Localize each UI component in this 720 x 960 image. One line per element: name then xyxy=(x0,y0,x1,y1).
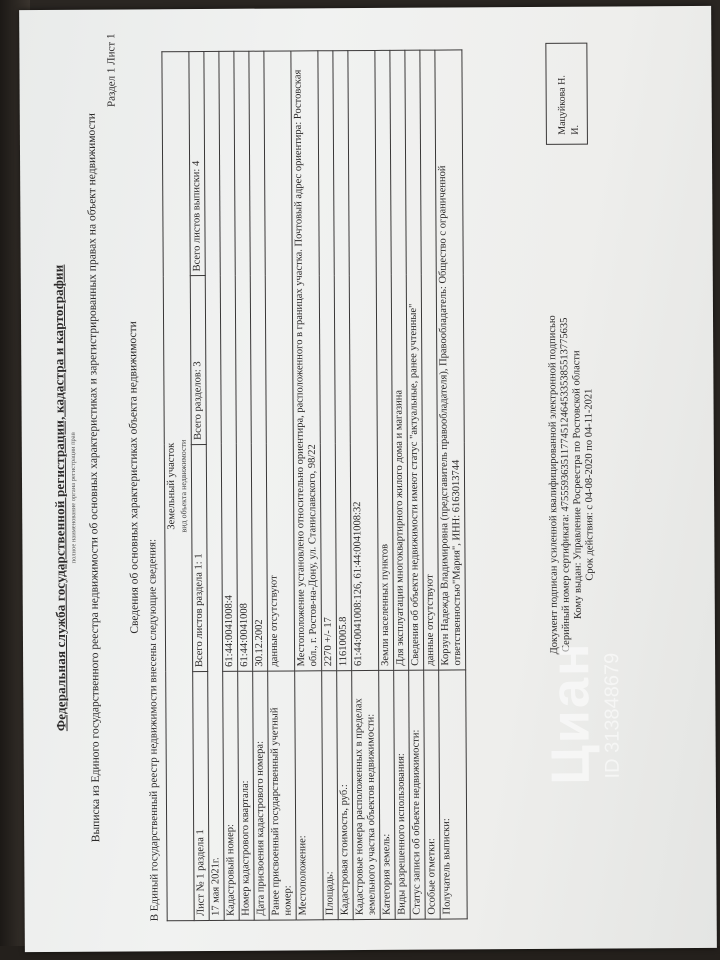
agency-name: Федеральная служба государственной регистрации, кадастра и картографии xyxy=(50,264,69,732)
sheets-in-section: Всего листов раздела 1: 1 xyxy=(191,444,207,671)
signature-line-1: Документ подписан усиленной квалифицированной электронной подписью xyxy=(547,315,561,655)
certificate-issued-to: Кому выдан: Управление Росреестра по Ростовской области xyxy=(571,350,584,620)
row-value: Для эксплуатации многоквартирного жилого дома и магазина xyxy=(390,50,409,670)
rotated-content xyxy=(45,24,690,928)
row-label: Дата присвоения кадастрового номера: xyxy=(253,671,270,920)
signer xyxy=(555,45,582,135)
certificate-validity: Срок действия: с 04-08-2020 по 04-11-2021 xyxy=(583,388,596,581)
document-title: Выписка из Единого государственного реестра недвижимости об основных характеристиках и зарегистрированных правах на объект недвижимости xyxy=(85,113,103,843)
row-label: Статус записи об объекте недвижимости: xyxy=(409,670,426,919)
watermark xyxy=(538,484,625,785)
row-label: Виды разрешенного использования: xyxy=(394,670,411,919)
cadastral-value: 61:44:0041008:4 xyxy=(219,51,238,671)
row-label: Кадастровые номера расположенных в пределах земельного участка объектов недвижимости: xyxy=(352,670,381,919)
object-type-caption: вид объекта недвижимости xyxy=(178,439,189,533)
register-table xyxy=(161,49,467,921)
row-label: Кадастровая стоимость, руб.: xyxy=(337,671,354,920)
table-row xyxy=(435,50,467,919)
watermark-id: ID 313848679 xyxy=(601,652,624,779)
row-value: 61:44:0041008 xyxy=(234,51,253,671)
sheet-number: Лист № 1 раздела 1 xyxy=(193,671,210,920)
signer-name: Мацуйкова Н. xyxy=(556,75,568,135)
row-value: Земли населенных пунктов xyxy=(375,50,394,670)
row-value: 2270 +/- 17 xyxy=(318,51,337,671)
row-value: 61:44:0041008:126, 61:44:0041008:32 xyxy=(348,50,379,670)
intro-text: В Единый государственный реестр недвижимости внесены следующие сведения: xyxy=(146,538,161,922)
watermark-brand: Циан xyxy=(539,641,601,785)
date-cell: 17 мая 2021г. xyxy=(204,51,224,920)
row-value: 11610005.8 xyxy=(333,51,352,671)
sections-total: Всего разделов: 3 xyxy=(190,276,206,445)
sheets-total: Всего листов выписки: 4 xyxy=(189,51,205,275)
row-label: Площадь: xyxy=(322,671,339,920)
row-value: данные отсутствуют xyxy=(264,51,295,671)
row-value: данные отсутствуют xyxy=(420,50,439,670)
row-label: Ранее присвоенный государственный учетный номер: xyxy=(268,671,297,920)
row-value: Корзун Надежда Владимировна (представитель правообладателя), Правообладатель: Общество с ограниченной ответственностью"Мария", ИНН: 6163013744 xyxy=(435,50,466,670)
object-type: Земельный участок xyxy=(165,442,178,530)
row-value: Сведения об объекте недвижимости имеют статус "актуальные, ранее учтенные" xyxy=(405,50,424,670)
row-label: Категория земель: xyxy=(379,670,396,919)
section-heading: Сведения об основных характеристиках объекта недвижимости xyxy=(127,321,141,634)
row-label: Особые отметки: xyxy=(424,670,441,919)
row-label: Местоположение: xyxy=(295,671,324,920)
certificate-serial: Серийный номер сертификата: 4755593635117745124645335385513775635 xyxy=(559,317,573,653)
agency-caption: полное наименование органа регистрации прав xyxy=(69,432,78,564)
row-label: Номер кадастрового квартала: xyxy=(238,671,255,920)
document-sheet xyxy=(19,6,717,952)
section-label: Раздел 1 Лист 1 xyxy=(105,33,118,108)
row-value: Местоположение установлено относительно ориентира, расположенного в границах участка. Почтовый адрес ориентира: Ростовская обл., г. Ростов-на-Дону, ул. Станиславского, 98/22 xyxy=(291,51,322,671)
signer-initials: И. xyxy=(569,124,581,135)
row-label: Получатель выписки: xyxy=(439,670,468,919)
cadastral-label: Кадастровый номер: xyxy=(223,671,240,920)
row-value: 30.12.2002 xyxy=(249,51,268,671)
